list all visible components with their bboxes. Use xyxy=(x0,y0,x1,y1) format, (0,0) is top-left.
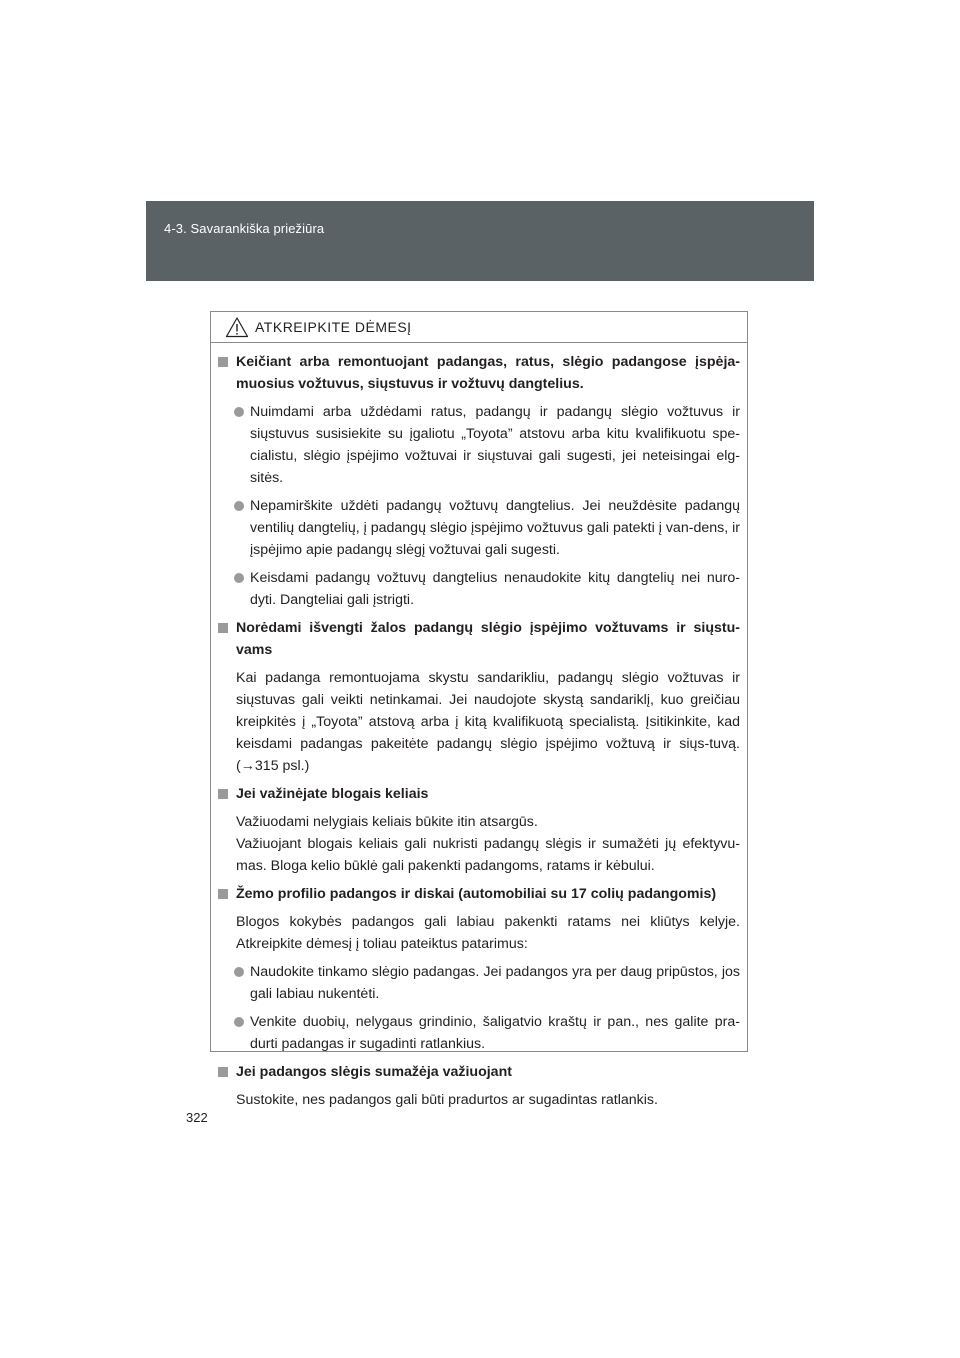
bullet-item xyxy=(218,495,740,561)
section-title xyxy=(218,783,740,805)
square-bullet-icon xyxy=(218,789,228,799)
section-paragraph: Važiuodami nelygiais keliais būkite itin atsargūs. Važiuojant blogais keliais gali nukristi padangų slėgis ir sumažėti jų efektyvu-mas. Bloga kelio būklė gali pakenkti padangoms, ratams ir kėbului. xyxy=(236,814,740,874)
round-bullet-icon xyxy=(234,501,244,511)
caution-box xyxy=(210,311,748,1108)
bullet-text: Naudokite tinkamo slėgio padangas. Jei padangos yra per daug pripūstos, jos gali labiau nukentėti. xyxy=(250,964,740,1002)
round-bullet-icon xyxy=(234,1017,244,1027)
bullet-text: Nuimdami arba uždėdami ratus, padangų ir padangų slėgio vožtuvus ir siųstuvus susisiekite su įgaliotu „Toyota” atstovu arba kitu kvalifikuotu spe-cialistu, slėgio įspėjimo vožtuvai ir siųstuvai gali sugesti, jei neteisingai elg-sitės. xyxy=(250,404,740,486)
round-bullet-icon xyxy=(234,967,244,977)
bullet-item xyxy=(218,961,740,1005)
section-paragraph: Blogos kokybės padangos gali labiau pakenkti ratams nei kliūtys kelyje. Atkreipkite dėmesį į toliau pateiktus patarimus: xyxy=(236,914,740,952)
section-title xyxy=(218,617,740,661)
square-bullet-icon xyxy=(218,889,228,899)
bullet-text: Nepamirškite uždėti padangų vožtuvų dangtelius. Jei neuždėsite padangų ventilių dangtelių, į padangų slėgio įspėjimo vožtuvus gali patekti į van-dens, ir įspėjimo apie padangų slėgį vožtuvai gali sugesti. xyxy=(250,498,740,558)
page-number: 322 xyxy=(186,1110,208,1125)
bullet-item xyxy=(218,1011,740,1055)
section-title xyxy=(218,1061,740,1083)
warning-triangle-icon xyxy=(225,316,249,338)
section-label: 4-3. Savarankiška priežiūra xyxy=(164,221,325,236)
caution-body xyxy=(211,343,747,1111)
round-bullet-icon xyxy=(234,573,244,583)
section-title-text: Jei važinėjate blogais keliais xyxy=(236,786,429,802)
section-title xyxy=(218,351,740,395)
bullet-text: Venkite duobių, nelygaus grindinio, šaligatvio kraštų ir pan., nes galite pra-durti padangas ir sugadinti ratlankius. xyxy=(250,1014,740,1052)
round-bullet-icon xyxy=(234,407,244,417)
section-title xyxy=(218,883,740,905)
section-title-text: Žemo profilio padangos ir diskai (automobiliai su 17 colių padangomis) xyxy=(236,886,717,902)
header-band xyxy=(146,201,814,281)
square-bullet-icon xyxy=(218,623,228,633)
section-title-text: Jei padangos slėgis sumažėja važiuojant xyxy=(236,1064,512,1080)
section-title-text: Keičiant arba remontuojant padangas, ratus, slėgio padangose įspėja-muosius vožtuvus, siųstuvus ir vožtuvų dangtelius. xyxy=(236,354,740,392)
bullet-item xyxy=(218,401,740,489)
caution-title: ATKREIPKITE DĖMESĮ xyxy=(255,319,412,335)
section-title-text: Norėdami išvengti žalos padangų slėgio įspėjimo vožtuvams ir siųstu-vams xyxy=(236,620,740,658)
caution-header xyxy=(211,312,747,343)
bullet-item xyxy=(218,567,740,611)
square-bullet-icon xyxy=(218,357,228,367)
square-bullet-icon xyxy=(218,1067,228,1077)
section-paragraph: Kai padanga remontuojama skystu sandarikliu, padangų slėgio vožtuvas ir siųstuvas gali veikti netinkamai. Jei naudojote skystą sandariklį, kuo greičiau kreipkitės į „Toyota” atstovą arba į kitą kvalifikuotą specialistą. Įsitikinkite, kad keisdami padangas pakeitėte padangų slėgio įspėjimo vožtuvą ir siųs-tuvą. (→315 psl.) xyxy=(236,670,740,774)
section-paragraph: Sustokite, nes padangos gali būti pradurtos ar sugadintas ratlankis. xyxy=(236,1092,658,1108)
bullet-text: Keisdami padangų vožtuvų dangtelius nenaudokite kitų dangtelių nei nuro-dyti. Dangteliai gali įstrigti. xyxy=(250,570,740,608)
